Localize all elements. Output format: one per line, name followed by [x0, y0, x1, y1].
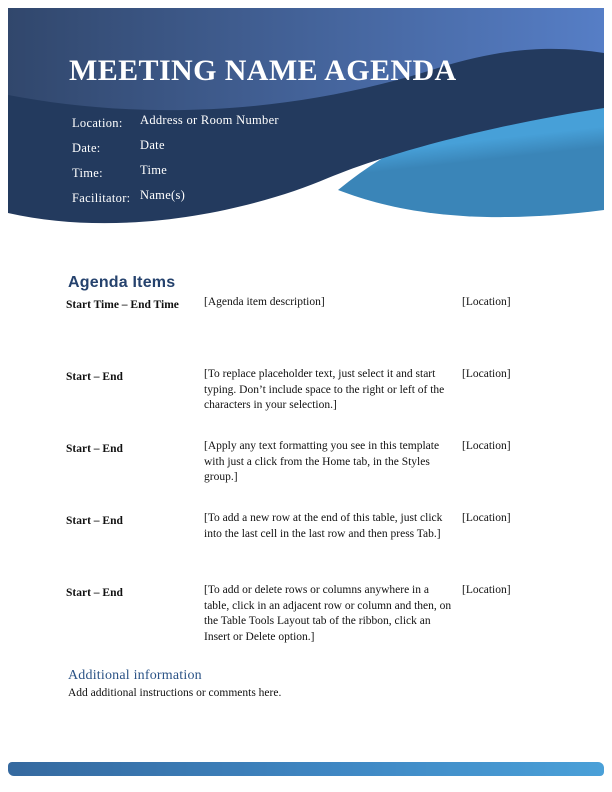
agenda-description-cell[interactable]: [Agenda item description]: [204, 296, 325, 308]
table-row: [66, 583, 512, 645]
agenda-location-cell[interactable]: [Location]: [462, 584, 511, 596]
agenda-time-cell[interactable]: Start – End: [66, 443, 123, 455]
agenda-location-cell[interactable]: [Location]: [462, 296, 511, 308]
additional-information-heading: Additional information: [68, 668, 202, 683]
detail-row-date: [72, 137, 392, 162]
agenda-time-cell[interactable]: Start – End: [66, 515, 123, 527]
additional-information-text[interactable]: Add additional instructions or comments here.: [68, 687, 282, 699]
agenda-description-cell[interactable]: [To add a new row at the end of this table, just click into the last cell in the last row and then press Tab.]: [204, 512, 443, 540]
agenda-description-cell[interactable]: [Apply any text formatting you see in this template with just a click from the Home tab, in the Styles group.]: [204, 440, 440, 483]
table-row: [66, 295, 512, 314]
facilitator-value[interactable]: Name(s): [140, 188, 186, 202]
time-label: Time:: [72, 166, 103, 180]
agenda-location-cell[interactable]: [Location]: [462, 512, 511, 524]
date-value[interactable]: Date: [140, 138, 165, 152]
meeting-title[interactable]: MEETING NAME AGENDA: [69, 54, 457, 87]
time-value[interactable]: Time: [140, 163, 168, 177]
facilitator-label: Facilitator:: [72, 191, 131, 205]
date-label: Date:: [72, 141, 101, 155]
detail-row-facilitator: [72, 187, 392, 212]
detail-row-location: [72, 112, 392, 137]
agenda-time-cell[interactable]: Start – End: [66, 371, 123, 383]
agenda-time-cell[interactable]: Start – End: [66, 587, 123, 599]
detail-row-time: [72, 162, 392, 187]
agenda-description-cell[interactable]: [To replace placeholder text, just select it and start typing. Don’t include space to the right or left of the characters in your selection.]: [204, 368, 445, 411]
agenda-time-cell[interactable]: Start Time – End Time: [66, 299, 179, 311]
table-row: [66, 511, 512, 542]
table-row: [66, 367, 512, 414]
location-label: Location:: [72, 116, 123, 130]
agenda-location-cell[interactable]: [Location]: [462, 368, 511, 380]
agenda-location-cell[interactable]: [Location]: [462, 440, 511, 452]
location-value[interactable]: Address or Room Number: [140, 113, 279, 127]
footer-accent-bar: [8, 762, 604, 776]
table-row: [66, 439, 512, 486]
agenda-description-cell[interactable]: [To add or delete rows or columns anywhere in a table, click in an adjacent row or column and then, on the Table Tools Layout tab of the ribbon, click an Insert or Delete option.]: [204, 584, 452, 643]
agenda-items-heading: Agenda Items: [68, 274, 176, 291]
